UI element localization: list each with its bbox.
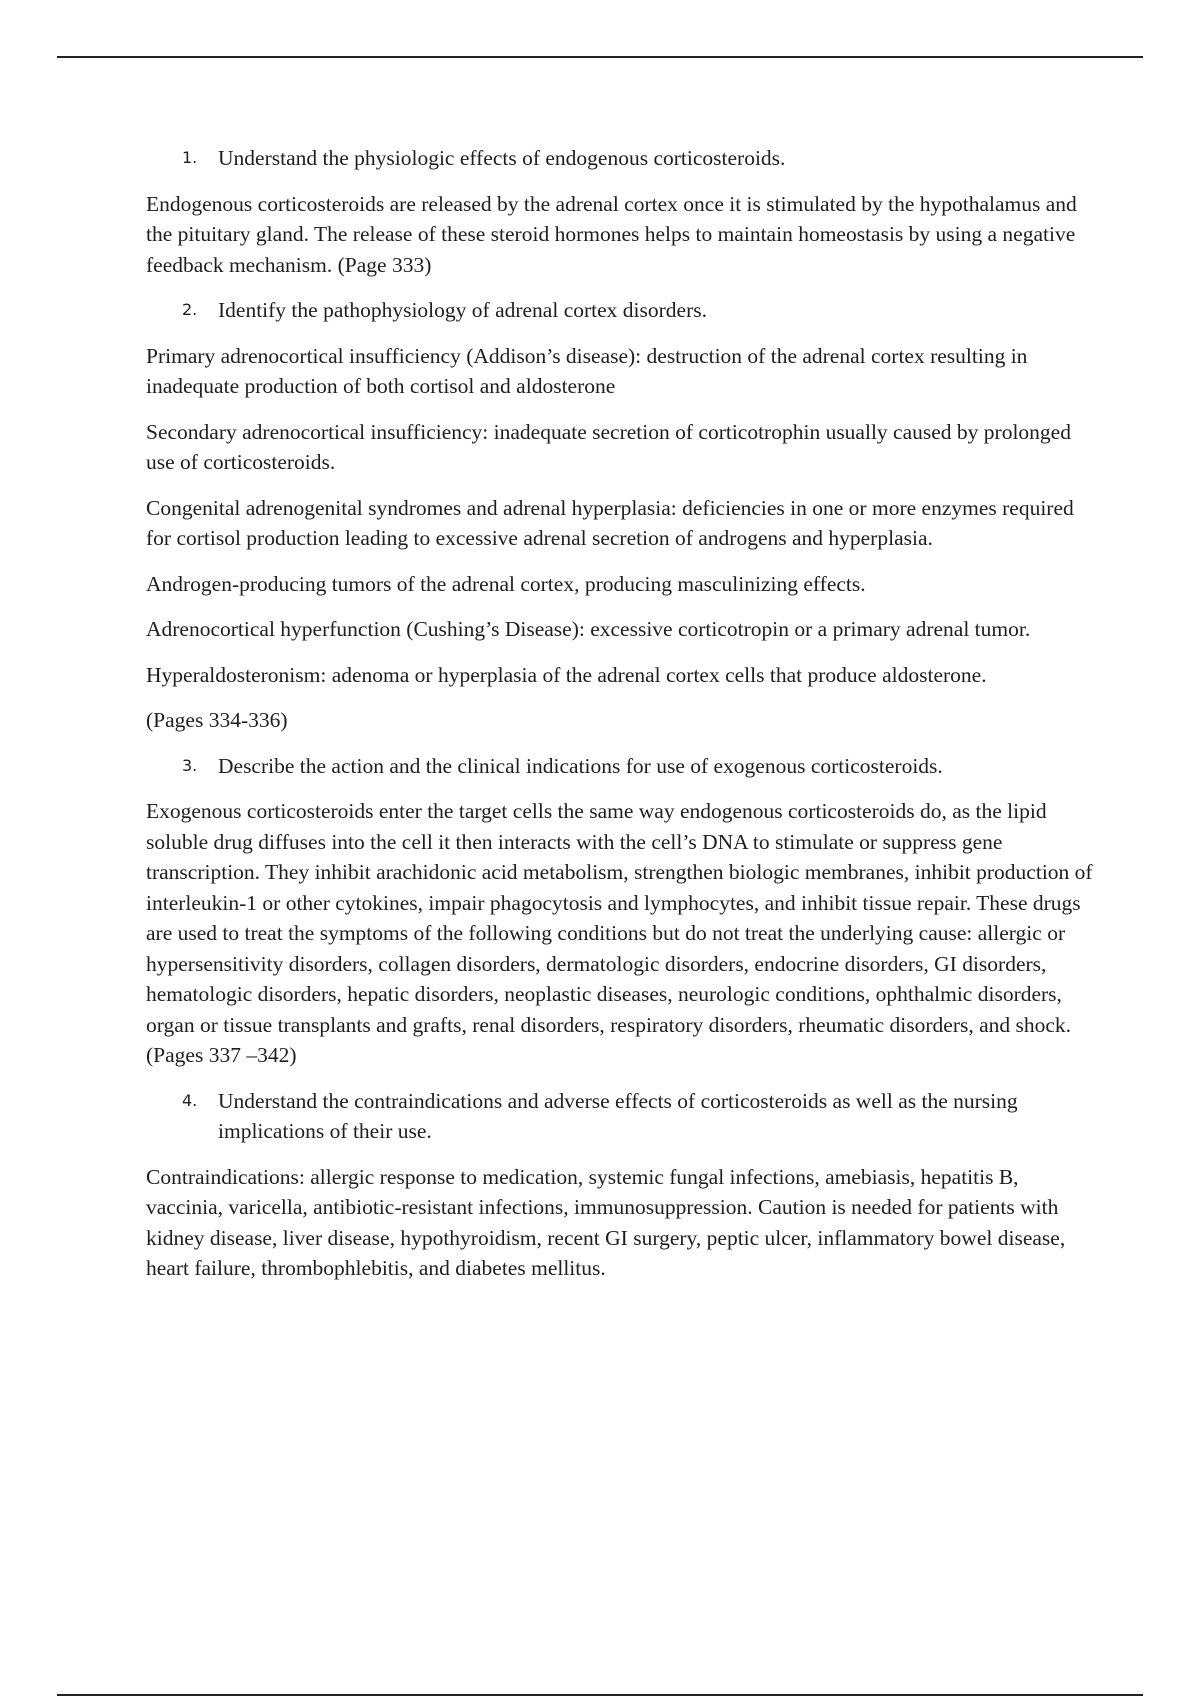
paragraph-page-reference: (Pages 334-336)	[146, 708, 288, 732]
paragraph-androgen-tumors: Androgen-producing tumors of the adrenal cortex, producing masculinizing effects.	[146, 571, 866, 596]
objective-number: 1.	[182, 148, 198, 167]
objective-number: 2.	[182, 300, 198, 319]
paragraph-congenital-syndromes: Congenital adrenogenital syndromes and adrenal hyperplasia: deficiencies in one or more enzymes required for cortisol production leading to excessive adrenal secretion of androgens and hyperplasia.	[146, 495, 1074, 550]
objective-number: 3.	[182, 755, 198, 775]
header-rule	[57, 56, 1143, 58]
paragraph-addisons-disease: Primary adrenocortical insufficiency (Addison’s disease): destruction of the adrenal cortex resulting in inadequate production of both cortisol and aldosterone	[146, 343, 1028, 398]
document-body	[146, 143, 1096, 1299]
objective-text: Identify the pathophysiology of adrenal cortex disorders.	[218, 298, 707, 322]
objective-number: 4.	[182, 1090, 198, 1110]
objective-item-1	[182, 143, 1096, 174]
objective-text: Describe the action and the clinical indications for use of exogenous corticosteroids.	[218, 753, 943, 778]
paragraph-cushings-disease: Adrenocortical hyperfunction (Cushing’s Disease): excessive corticotropin or a primary adrenal tumor.	[146, 617, 1031, 641]
paragraph-exogenous-corticosteroids: Exogenous corticosteroids enter the target cells the same way endogenous corticosteroids do, as the lipid soluble drug diffuses into the cell it then interacts with the cell’s DNA to stimulate or suppress gene transcription. They inhibit arachidonic acid metabolism, strengthen biologic membranes, inhibit production of interleukin-1 or other cytokines, impair phagocytosis and lymphocytes, and inhibit tissue repair. These drugs are used to treat the symptoms of the following conditions but do not treat the underlying cause: allergic or hypersensitivity disorders, collagen disorders, dermatologic disorders, endocrine disorders, GI disorders, hematologic disorders, hepatic disorders, neoplastic diseases, neurologic conditions, ophthalmic disorders, organ or tissue transplants and grafts, renal disorders, respiratory disorders, rheumatic disorders, and shock. (Pages 337 –342)	[146, 799, 1093, 1067]
objective-item-2	[182, 295, 1096, 326]
objective-item-4	[182, 1086, 1096, 1147]
footer-rule	[57, 1694, 1143, 1696]
paragraph-secondary-insufficiency: Secondary adrenocortical insufficiency: inadequate secretion of corticotrophin usually caused by prolonged use of corticosteroids.	[146, 419, 1071, 474]
paragraph-hyperaldosteronism: Hyperaldosteronism: adenoma or hyperplasia of the adrenal cortex cells that produce aldosterone.	[146, 662, 987, 687]
paragraph-endogenous-corticosteroids: Endogenous corticosteroids are released by the adrenal cortex once it is stimulated by the hypothalamus and the pituitary gland. The release of these steroid hormones helps to maintain homeostasis by using a negative feedback mechanism. (Page 333)	[146, 191, 1077, 277]
objective-text: Understand the physiologic effects of endogenous corticosteroids.	[218, 146, 786, 170]
paragraph-contraindications: Contraindications: allergic response to medication, systemic fungal infections, amebiasis, hepatitis B, vaccinia, varicella, antibiotic-resistant infections, immunosuppression. Caution is needed for patients with kidney disease, liver disease, hypothyroidism, recent GI surgery, peptic ulcer, inflammatory bowel disease, heart failure, thrombophlebitis, and diabetes mellitus.	[146, 1164, 1066, 1280]
objective-item-3	[182, 751, 1096, 782]
objective-text: Understand the contraindications and adverse effects of corticosteroids as well as the nursing implications of their use.	[218, 1088, 1018, 1143]
